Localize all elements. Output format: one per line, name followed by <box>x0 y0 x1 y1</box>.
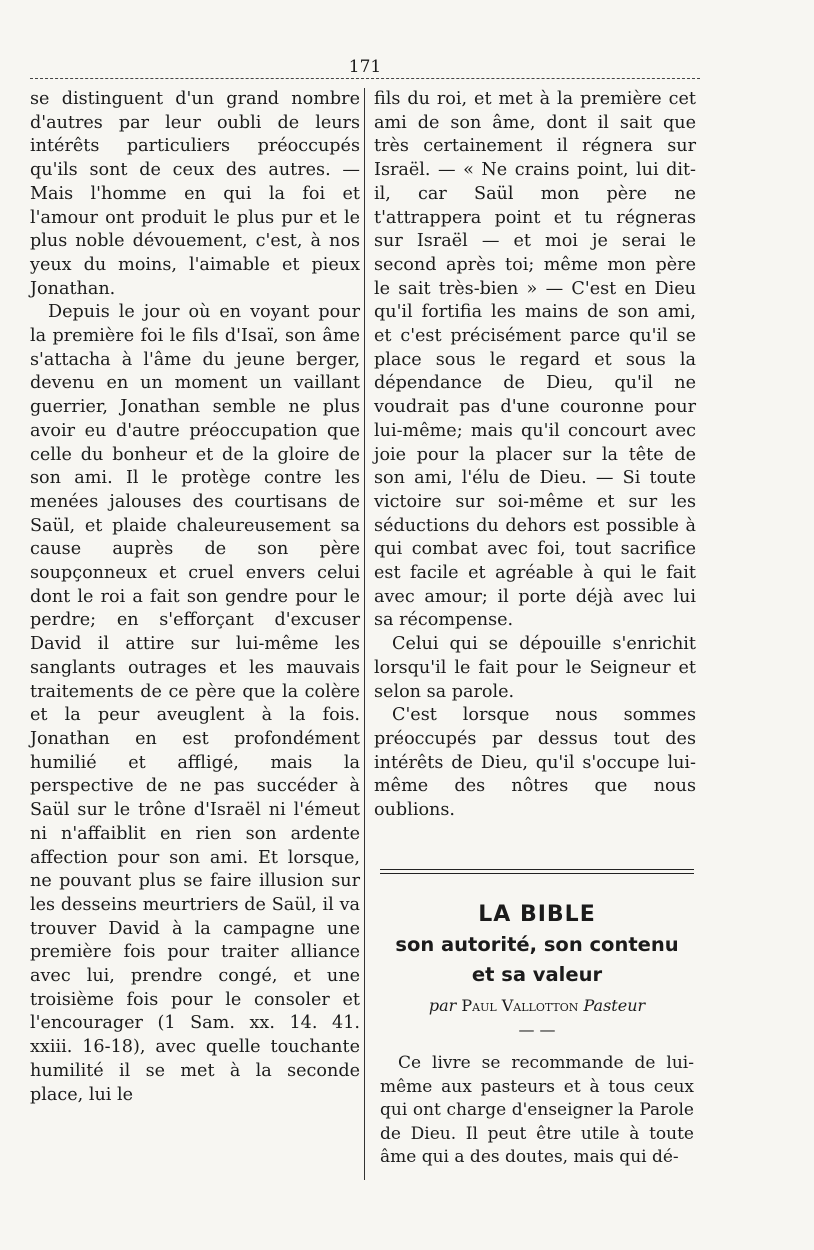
paragraph: fils du roi, et met à la première cet ami de son âme, dont il sait que très certainement il régnera sur Israël. — « Ne crains point, lui dit-il, car Saül mon père ne t'attrappera point et tu régneras sur Israël — et moi je serai le second après toi; même mon père le sait très-bien » — C'est en Dieu qu'il fortifia les mains de son ami, et c'est précisément parce qu'il se place sous le regard et sous la dépendance de Dieu, qu'il ne voudrait pas d'une couronne pour lui-même; mais qu'il concourt avec joie pour la placer sur la tête de son ami, l'élu de Dieu. — Si toute victoire sur soi-même et sur les séductions du dehors est possible à qui combat avec foi, tout sacrifice est facile et agréable à qui le fait avec amour; il porte déjà avec lui sa récompense. <box>374 89 696 631</box>
page-number: 171 <box>345 56 385 78</box>
page-header <box>30 56 700 79</box>
separator: — — <box>518 1020 556 1039</box>
byline-by: par <box>428 996 457 1015</box>
book-title: LA BIBLE <box>478 902 596 927</box>
book-subtitle-2: et sa valeur <box>471 963 603 986</box>
section-rule <box>380 869 694 874</box>
paragraph: Depuis le jour où en voyant pour la première foi le fils d'Isaï, son âme s'attacha à l'âme du jeune berger, devenu en un moment un vaillant guerrier, Jonathan semble ne plus avoir eu d'autre préoccupation que celle du bonheur et de la gloire de son ami. Il le protège contre les menées jalouses des courtisans de Saül, et plaide chaleureusement sa cause auprès de son père soupçonneux et cruel envers celui dont le roi a fait son gendre pour le perdre; en s'efforçant d'excuser David il attire sur lui-même les sanglants outrages et les mauvais traitements de ce père que la colère et la peur aveuglent à la fois. Jonathan en est profondément humilié et affligé, mais la perspective de ne pas succéder à Saül sur le trône d'Israël ni l'émeut ni n'affaiblit en rien son ardente affection pour son ami. Et lorsque, ne pouvant plus se faire illusion sur les desseins meurtriers de Saül, il va trouver David à la campagne une première fois pour traiter alliance avec lui, prendre congé, et une troisième fois pour le consoler et l'encourager (1 Sam. xx. 14. 41. xxiii. 16-18), avec quelle touchante humilité il se met à la seconde place, lui le <box>30 302 360 1105</box>
right-column <box>374 88 696 823</box>
book-review: Ce livre se recommande de lui-même aux pasteurs et à tous ceux qui ont charge d'enseigner la Parole de Dieu. Il peut être utile à toute âme qui a des doutes, mais qui dé- <box>380 1053 694 1167</box>
paragraph: se distinguent d'un grand nombre d'autres par leur oubli de leurs intérêts particuliers préoccupés qu'ils sont de ceux des autres. — Mais l'homme en qui la foi et l'amour ont produit le plus pur et le plus noble dévouement, c'est, à nos yeux du moins, l'aimable et pieux Jonathan. <box>30 89 360 299</box>
book-subtitle: son autorité, son contenu <box>395 933 679 956</box>
author-name: Paul Vallotton <box>461 996 579 1015</box>
paragraph: Celui qui se dépouille s'enrichit lorsqu'il le fait pour le Seigneur et selon sa parole. <box>374 634 696 702</box>
left-column <box>30 88 360 1107</box>
author-role: Pasteur <box>583 996 646 1015</box>
book-notice <box>380 900 694 1046</box>
column-divider <box>364 88 365 1180</box>
paragraph: C'est lorsque nous sommes préoccupés par dessus tout des intérêts de Dieu, qu'il s'occupe lui-même des nôtres que nous oublions. <box>374 705 696 821</box>
byline <box>380 992 694 1020</box>
